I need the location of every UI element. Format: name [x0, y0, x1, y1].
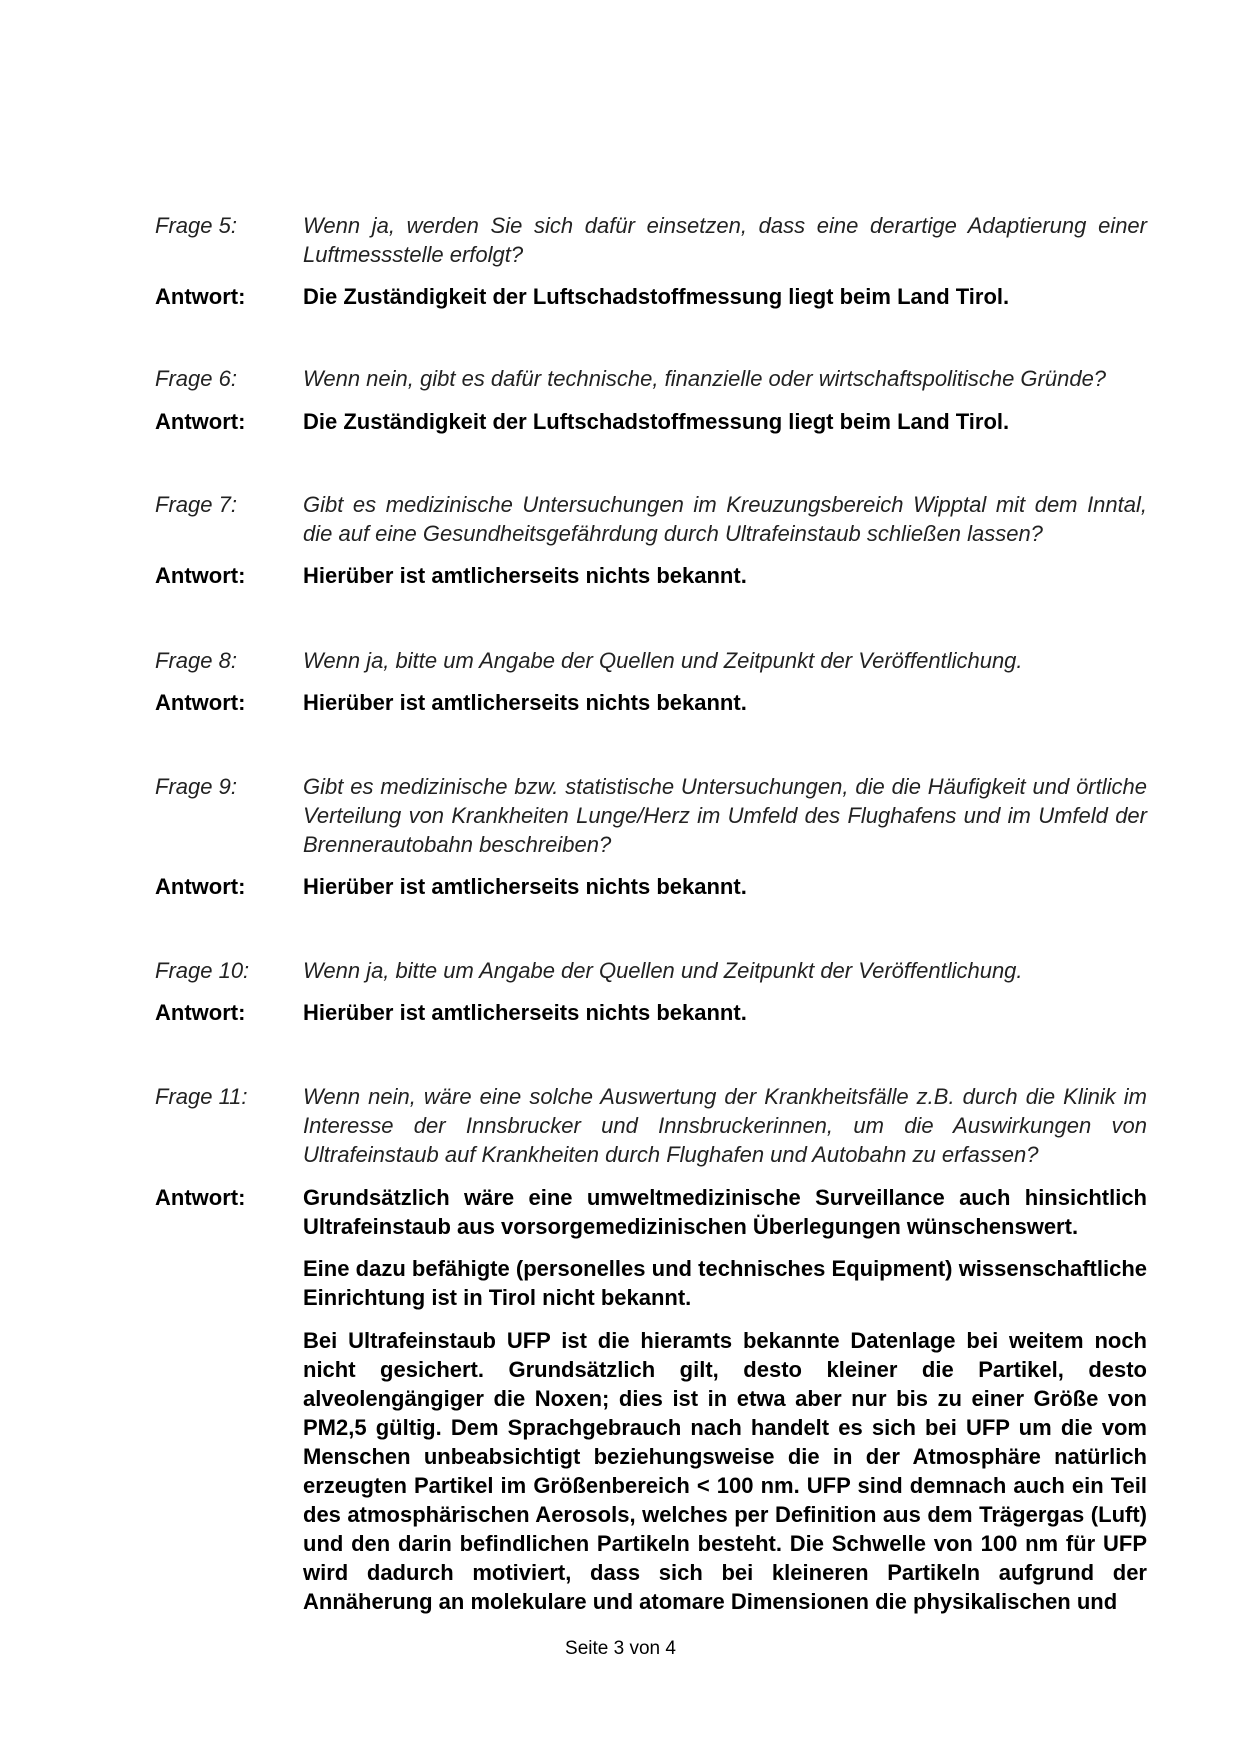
question: [155, 211, 1147, 269]
answer-label: Antwort:: [155, 284, 246, 309]
answer: [155, 1183, 1147, 1241]
question-text: Wenn nein, gibt es dafür technische, finanzielle oder wirtschaftspolitische Gründe?: [303, 366, 1107, 391]
answer-text: Hierüber ist amtlicherseits nichts bekannt.: [303, 563, 747, 588]
answer-label: Antwort:: [155, 409, 246, 434]
question-label: Frage 10:: [155, 958, 250, 983]
answer-paragraph: Bei Ultrafeinstaub UFP ist die hieramts bekannte Datenlage bei weitem noch nicht gesichert. Grundsätzlich gilt, desto kleiner die Partikel, desto alveolengängiger die Noxen; dies ist in etwa aber nur bis zu einer Größe von PM2,5 gültig. Dem Sprachgebrauch nach handelt es sich bei UFP um die vom Menschen unbeabsichtigt beziehungsweise die in der Atmosphäre natürlich erzeugten Partikel im Größenbereich < 100 nm. UFP sind demnach auch ein Teil des atmosphärischen Aerosols, welches per Definition aus dem Trägergas (Luft) und den darin befindlichen Partikeln besteht. Die Schwelle von 100 nm für UFP wird dadurch motiviert, dass sich bei kleineren Partikeln aufgrund der Annäherung an molekulare und atomare Dimensionen die physikalischen und: [303, 1328, 1147, 1614]
question: [155, 956, 1147, 985]
answer-text: Hierüber ist amtlicherseits nichts bekannt.: [303, 690, 747, 715]
question-text: Wenn ja, bitte um Angabe der Quellen und Zeitpunkt der Veröffentlichung.: [303, 958, 1023, 983]
question-label: Frage 7:: [155, 492, 237, 517]
question: [155, 646, 1147, 675]
question: [155, 364, 1147, 393]
question-label: Frage 6:: [155, 366, 237, 391]
answer: [155, 282, 1147, 311]
answer: [155, 407, 1147, 436]
answer: [155, 561, 1147, 590]
page-number: Seite 3 von 4: [565, 1638, 676, 1659]
question: [155, 490, 1147, 548]
answer-text: Hierüber ist amtlicherseits nichts bekannt.: [303, 874, 747, 899]
question-text: Wenn ja, werden Sie sich dafür einsetzen, dass eine derartige Adaptierung einer Luftmessstelle erfolgt?: [303, 213, 1147, 267]
question-label: Frage 8:: [155, 648, 237, 673]
question: [155, 772, 1147, 859]
question-text: Gibt es medizinische bzw. statistische Untersuchungen, die die Häufigkeit und örtliche Verteilung von Krankheiten Lunge/Herz im Umfeld des Flughafens und im Umfeld der Brennerautobahn beschreiben?: [303, 774, 1147, 857]
answer-label: Antwort:: [155, 690, 246, 715]
question-text: Gibt es medizinische Untersuchungen im Kreuzungsbereich Wipptal mit dem Inntal, die auf eine Gesundheitsgefährdung durch Ultrafeinstaub schließen lassen?: [303, 492, 1147, 546]
answer: [155, 998, 1147, 1027]
answer-label: Antwort:: [155, 1000, 246, 1025]
answer-label: Antwort:: [155, 1185, 246, 1210]
question-label: Frage 9:: [155, 774, 237, 799]
answer-label: Antwort:: [155, 563, 246, 588]
answer-text: Grundsätzlich wäre eine umweltmedizinische Surveillance auch hinsichtlich Ultrafeinstaub aus vorsorgemedizinischen Überlegungen wünschenswert.: [303, 1185, 1147, 1239]
answer-text: Hierüber ist amtlicherseits nichts bekannt.: [303, 1000, 747, 1025]
answer-text: Die Zuständigkeit der Luftschadstoffmessung liegt beim Land Tirol.: [303, 409, 1010, 434]
answer: [155, 688, 1147, 717]
answer-label: Antwort:: [155, 874, 246, 899]
question-text: Wenn nein, wäre eine solche Auswertung der Krankheitsfälle z.B. durch die Klinik im Interesse der Innsbrucker und Innsbruckerinnen, um die Auswirkungen von Ultrafeinstaub auf Krankheiten durch Flughafen und Autobahn zu erfassen?: [303, 1084, 1147, 1167]
answer-text: Die Zuständigkeit der Luftschadstoffmessung liegt beim Land Tirol.: [303, 284, 1010, 309]
answer-paragraph: Eine dazu befähigte (personelles und technisches Equipment) wissenschaftliche Einrichtung ist in Tirol nicht bekannt.: [303, 1256, 1147, 1310]
question-label: Frage 11:: [155, 1084, 248, 1109]
question-text: Wenn ja, bitte um Angabe der Quellen und Zeitpunkt der Veröffentlichung.: [303, 648, 1023, 673]
question-label: Frage 5:: [155, 213, 237, 238]
answer: [155, 872, 1147, 901]
question: [155, 1082, 1147, 1169]
